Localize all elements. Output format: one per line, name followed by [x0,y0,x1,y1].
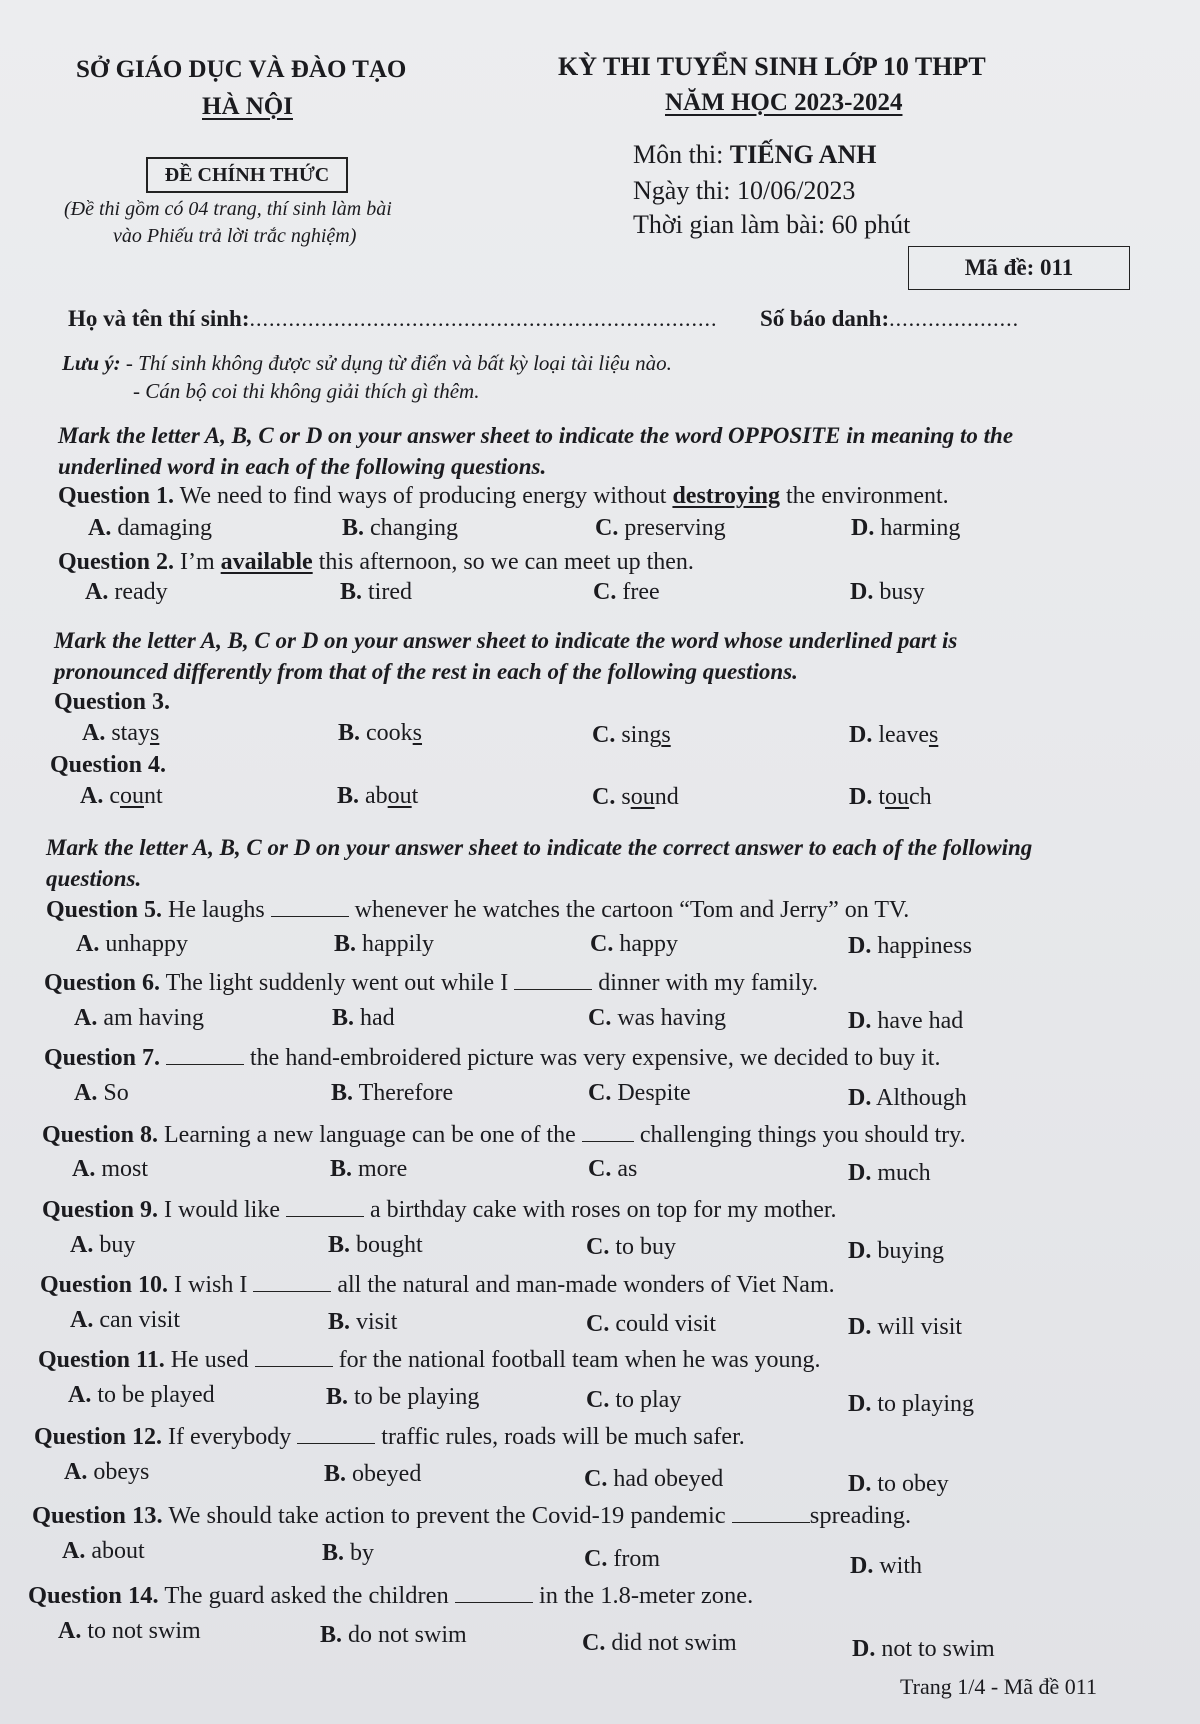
option-text: Therefore [353,1080,454,1106]
question-text: traffic rules, roads will be much safer. [375,1424,745,1450]
q2-option-b[interactable] [340,579,412,606]
option-text: much [871,1160,931,1186]
question-text: Learning a new language can be one of the [158,1122,582,1148]
option-text: happy [613,931,678,957]
question-text: the hand-embroidered picture was very expensive, we decided to buy it. [244,1045,941,1071]
option-text: do not swim [342,1622,467,1648]
option-letter: B. [324,1461,347,1487]
candidate-id-field: .................... [889,306,1020,331]
exam-title: KỲ THI TUYỂN SINH LỚP 10 THPT [558,52,986,81]
notes-line1 [62,351,672,376]
question-1 [58,483,949,510]
question-number: Question 8. [42,1122,159,1148]
option-text: with [873,1553,923,1579]
q6-option-b[interactable] [332,1005,395,1032]
option-letter: B. [328,1232,351,1258]
option-text: can visit [93,1307,180,1333]
option-text: from [607,1546,660,1572]
question-number: Question 5. [46,897,163,923]
answer-blank [732,1504,810,1523]
option-letter: D. [849,784,873,810]
q7-option-c[interactable] [588,1080,691,1107]
option-text: unhappy [99,931,188,957]
q10-option-b[interactable] [328,1309,397,1336]
option-letter: C. [588,1156,612,1182]
answer-blank [582,1123,634,1142]
question-10 [40,1272,835,1299]
question-text: whenever he watches the cartoon “Tom and Jerry” on TV. [348,897,910,923]
question-number: Question 11. [38,1347,165,1373]
option-text: to not swim [81,1618,201,1644]
question-text: He laughs [162,897,271,923]
question-text: the environment. [780,483,949,509]
question-number: Question 12. [34,1424,163,1450]
q2-option-c[interactable] [593,579,660,606]
option-letter: A. [72,1156,96,1182]
option-letter: A. [76,931,100,957]
q6-option-d[interactable] [848,1008,963,1035]
option-letter: A. [70,1307,94,1333]
candidate-name-field: ........................................................................ [249,306,718,331]
underlined-part: ou [120,783,144,809]
q7-option-a[interactable] [74,1080,129,1107]
school-year: NĂM HỌC 2023-2024 [665,89,903,116]
answer-blank [455,1584,533,1603]
option-text: about [85,1538,145,1564]
question-text: We need to find ways of producing energy without [174,483,673,509]
option-letter: A. [85,579,109,605]
candidate-id-row [760,306,1019,332]
section1-instruction-line2: underlined word in each of the following questions. [58,454,547,479]
option-letter: D. [848,1008,872,1034]
option-text: tired [362,579,412,605]
option-text: leave [872,722,929,748]
underlined-part: s [150,720,160,746]
option-text: changing [364,515,458,541]
q10-option-d[interactable] [848,1314,962,1341]
option-text: ch [909,784,932,810]
option-text: could visit [609,1311,717,1337]
question-text: in the 1.8-meter zone. [532,1582,754,1609]
option-text: had obeyed [607,1466,724,1492]
option-letter: C. [592,722,616,748]
q4-option-d[interactable] [849,784,932,811]
option-letter: C. [592,784,616,810]
option-letter: B. [331,1080,354,1106]
question-8 [42,1122,966,1149]
option-text: damaging [111,515,212,541]
question-text: We should take action to prevent the Covid-19 pandemic [162,1502,732,1529]
option-letter: D. [850,1553,874,1579]
option-text: happiness [871,933,972,959]
option-text: ab [359,783,388,809]
option-text: s [615,784,631,810]
answer-blank [166,1046,244,1065]
option-letter: C. [595,515,619,541]
underlined-part: s [412,720,423,746]
option-text: more [352,1156,408,1182]
option-letter: D. [848,1391,872,1417]
option-letter: B. [332,1005,355,1031]
question-text: I’m [174,549,221,575]
q1-option-c[interactable] [595,515,726,542]
q12-option-b[interactable] [324,1461,421,1488]
question-number: Question 10. [40,1272,169,1298]
answer-blank [297,1425,375,1444]
option-letter: C. [588,1005,612,1031]
question-text: spreading. [809,1502,912,1529]
question-2 [58,549,694,576]
q5-option-d[interactable] [848,933,972,960]
question-6 [44,970,818,997]
option-letter: D. [851,515,875,541]
notes-label: Lưu ý: [62,351,121,375]
option-text: visit [350,1309,398,1335]
exam-code-box: Mã đề: 011 [908,246,1130,290]
q1-option-d[interactable] [851,515,960,542]
option-letter: B. [330,1156,353,1182]
q6-option-c[interactable] [588,1005,726,1032]
option-letter: B. [326,1384,349,1410]
question-text: dinner with my family. [592,970,818,996]
q7-option-b[interactable] [331,1080,453,1107]
option-letter: B. [328,1309,351,1335]
q12-option-c[interactable] [584,1466,723,1493]
question-number: Question 2. [58,549,175,575]
question-7 [44,1045,940,1072]
q9-option-b[interactable] [328,1232,423,1259]
option-text: was having [611,1005,726,1031]
option-text: to obey [871,1471,949,1497]
subject-value: TIẾNG ANH [729,140,877,169]
option-text: stay [105,720,151,746]
candidate-name-row [68,306,717,332]
option-text: preserving [618,515,726,541]
option-letter: C. [584,1466,608,1492]
q9-option-c[interactable] [586,1234,676,1261]
q11-option-c[interactable] [586,1387,681,1414]
underlined-part: ou [387,783,412,809]
question-number: Question 1. [58,483,175,509]
answer-blank [255,1348,333,1367]
option-letter: D. [848,1471,872,1497]
option-letter: A. [58,1618,82,1644]
question-text: I would like [158,1197,286,1223]
answer-blank [253,1273,331,1292]
q14-option-a[interactable] [58,1618,201,1645]
option-letter: D. [848,1085,872,1111]
option-letter: C. [582,1630,606,1656]
option-text: c [103,783,120,809]
city-name: HÀ NỘI [202,93,293,120]
subject-line [633,140,876,170]
q8-option-d[interactable] [848,1160,931,1187]
option-letter: C. [588,1080,612,1106]
question-4 [50,752,166,779]
option-text: Although [871,1085,967,1111]
section1-instruction-line1: Mark the letter A, B, C or D on your answer sheet to indicate the word OPPOSITE in meaning to the [58,423,1014,448]
option-text: harming [874,515,961,541]
official-exam-box: ĐỀ CHÍNH THỨC [146,157,348,193]
question-number: Question 13. [32,1502,163,1529]
q3-option-b[interactable] [338,720,422,747]
option-text: bought [350,1232,423,1258]
option-text: not to swim [875,1636,995,1662]
option-text: to play [609,1387,682,1413]
option-text: t [411,783,419,809]
option-text: am having [97,1005,204,1031]
question-text: He used [164,1347,255,1373]
question-text: challenging things you should try. [633,1122,966,1148]
q1-option-b[interactable] [342,515,458,542]
option-text: happily [356,931,435,957]
q6-option-a[interactable] [74,1005,204,1032]
section3-instruction-line1: Mark the letter A, B, C or D on your answer sheet to indicate the correct answer to each of the following [46,835,1033,860]
question-text: The guard asked the children [158,1582,455,1609]
underlined-part: s [661,722,671,748]
option-text: as [611,1156,638,1182]
question-text: The light suddenly went out while I [160,970,515,996]
q12-option-a[interactable] [64,1459,149,1486]
underlined-part: ou [885,784,910,810]
option-letter: A. [68,1382,92,1408]
option-text: to be playing [348,1384,480,1410]
question-number: Question 6. [44,970,161,996]
option-letter: D. [848,1314,872,1340]
q8-option-a[interactable] [72,1156,148,1183]
q14-option-d[interactable] [852,1636,995,1663]
section2-instruction-line1: Mark the letter A, B, C or D on your answer sheet to indicate the word whose underlined part is [54,628,958,653]
question-text: a birthday cake with roses on top for my mother. [364,1197,837,1223]
q5-option-a[interactable] [76,931,188,958]
candidate-name-label: Họ và tên thí sinh: [68,306,250,331]
department-name: SỞ GIÁO DỤC VÀ ĐÀO TẠO [76,56,407,83]
exam-note-line2: vào Phiếu trả lời trắc nghiệm) [113,225,357,247]
q13-option-d[interactable] [850,1553,922,1580]
option-text: buying [871,1238,945,1264]
question-9 [42,1197,837,1224]
option-letter: A. [70,1232,94,1258]
option-text: buy [93,1232,136,1258]
q5-option-c[interactable] [590,931,678,958]
q9-option-d[interactable] [848,1238,944,1265]
question-text: this afternoon, so we can meet up then. [312,549,694,575]
option-letter: A. [64,1459,88,1485]
option-text: did not swim [605,1630,737,1656]
answer-blank [514,971,592,990]
q13-option-c[interactable] [584,1546,660,1573]
option-text: nt [144,783,163,809]
q2-option-a[interactable] [85,579,168,606]
option-letter: C. [590,931,614,957]
option-text: So [97,1080,129,1106]
q1-option-a[interactable] [88,515,212,542]
option-letter: C. [584,1546,608,1572]
option-letter: A. [82,720,106,746]
option-letter: A. [74,1005,98,1031]
q9-option-a[interactable] [70,1232,135,1259]
section3-instruction-line2: questions. [46,866,142,891]
option-text: sing [615,722,662,748]
underlined-word: destroying [672,483,781,509]
option-letter: A. [88,515,112,541]
option-text: busy [873,579,925,605]
option-letter: A. [80,783,104,809]
option-letter: D. [848,1160,872,1186]
option-letter: C. [586,1387,610,1413]
option-letter: B. [337,783,360,809]
option-letter: C. [586,1234,610,1260]
q3-option-a[interactable] [82,720,159,747]
option-letter: C. [593,579,617,605]
question-number: Question 4. [50,752,167,778]
option-text: had [354,1005,395,1031]
question-text: If everybody [162,1424,298,1450]
q4-option-a[interactable] [80,783,163,810]
option-text: free [616,579,660,605]
option-letter: B. [334,931,357,957]
q12-option-d[interactable] [848,1471,949,1498]
section2-instruction-line2: pronounced differently from that of the rest in each of the following questions. [54,659,798,684]
option-text: obeyed [346,1461,422,1487]
q4-option-b[interactable] [337,783,418,810]
question-text: I wish I [168,1272,254,1298]
option-letter: A. [62,1538,86,1564]
q13-option-a[interactable] [62,1538,145,1565]
q5-option-b[interactable] [334,931,434,958]
option-text: have had [871,1008,964,1034]
option-text: ready [108,579,168,605]
question-13 [32,1502,911,1530]
q14-option-b[interactable] [320,1622,467,1649]
q8-option-b[interactable] [330,1156,407,1183]
option-letter: D. [849,722,873,748]
underlined-part: s [928,722,939,748]
question-text: for the national football team when he was young. [332,1347,821,1373]
option-text: to be played [91,1382,215,1408]
option-letter: D. [852,1636,876,1662]
option-letter: B. [338,720,361,746]
subject-label: Môn thi: [633,140,730,169]
exam-note-line1: (Đề thi gồm có 04 trang, thí sinh làm bài [64,198,392,220]
option-letter: A. [74,1080,98,1106]
exam-date: Ngày thi: 10/06/2023 [633,176,856,205]
notes-line2: - Cán bộ coi thi không giải thích gì thêm. [133,379,480,403]
option-letter: D. [850,579,874,605]
answer-blank [271,898,349,917]
q11-option-b[interactable] [326,1384,479,1411]
q10-option-a[interactable] [70,1307,180,1334]
question-number: Question 7. [44,1045,161,1071]
question-3 [54,689,170,716]
option-letter: D. [848,933,872,959]
question-5 [46,897,909,924]
underlined-word: available [220,549,313,575]
notes-text1: - Thí sinh không được sử dụng từ điển và bất kỳ loại tài liệu nào. [125,351,672,375]
answer-blank [286,1198,364,1217]
question-number: Question 14. [28,1582,159,1609]
q13-option-b[interactable] [322,1540,374,1567]
q3-option-c[interactable] [592,722,671,749]
option-text: to buy [609,1234,677,1260]
option-text: to playing [871,1391,974,1417]
q14-option-c[interactable] [582,1630,737,1657]
option-text: nd [654,784,679,810]
option-letter: B. [342,515,365,541]
question-number: Question 9. [42,1197,159,1223]
q10-option-c[interactable] [586,1311,716,1338]
candidate-id-label: Số báo danh: [760,306,890,331]
q3-option-d[interactable] [849,722,938,749]
page-footer: Trang 1/4 - Mã đề 011 [900,1674,1097,1699]
question-11 [38,1347,821,1374]
q2-option-d[interactable] [850,579,925,606]
option-text: Despite [611,1080,691,1106]
option-text: by [344,1540,375,1566]
q11-option-d[interactable] [848,1391,974,1418]
question-12 [34,1424,745,1451]
underlined-part: ou [630,784,655,810]
question-number: Question 3. [54,689,171,715]
option-text: most [95,1156,149,1182]
q11-option-a[interactable] [68,1382,215,1409]
question-text: all the natural and man-made wonders of Viet Nam. [331,1272,835,1298]
option-text: obeys [87,1459,150,1485]
option-text: t [872,784,886,810]
option-letter: B. [322,1540,345,1566]
q8-option-c[interactable] [588,1156,637,1183]
question-14 [28,1582,753,1610]
exam-duration: Thời gian làm bài: 60 phút [633,210,911,239]
option-text: cook [360,720,413,746]
q7-option-d[interactable] [848,1085,967,1112]
option-letter: B. [320,1622,343,1648]
option-letter: B. [340,579,363,605]
q4-option-c[interactable] [592,784,679,811]
option-letter: D. [848,1238,872,1264]
option-letter: C. [586,1311,610,1337]
option-text: will visit [871,1314,963,1340]
